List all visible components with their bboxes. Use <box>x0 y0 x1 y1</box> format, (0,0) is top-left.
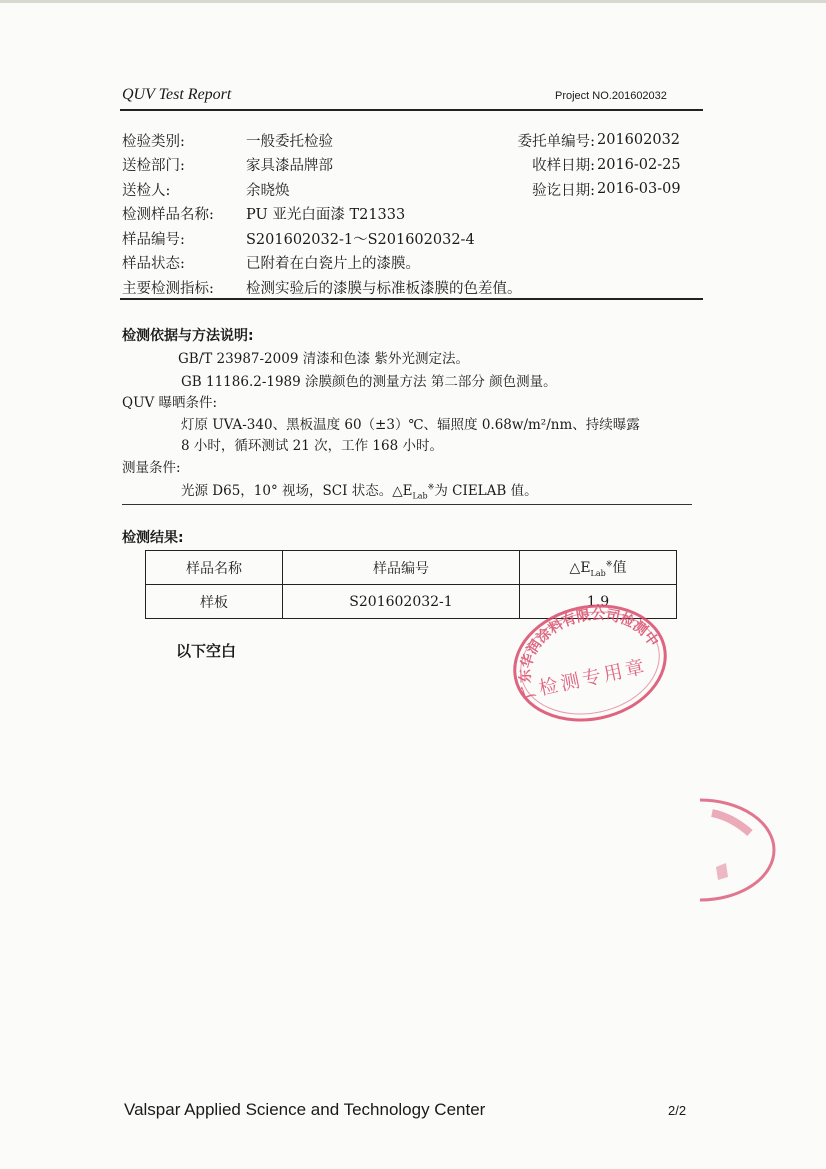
info-right-block <box>495 128 681 202</box>
info-bottom-rule <box>120 298 703 300</box>
quv-conditions-label: QUV 曝晒条件: <box>122 395 218 411</box>
measurement-superscript: ※ <box>427 482 435 492</box>
info-row-received-date <box>495 153 681 178</box>
results-header-row <box>146 551 677 585</box>
quv-conditions-line-1: 灯原 UVA-340、黑板温度 60（±3）℃、辐照度 0.68w/m²/nm、持续曝露 <box>181 417 640 433</box>
delta-e-subscript: Lab <box>590 568 606 578</box>
info-row-order-no <box>495 128 681 153</box>
quv-conditions-line-2: 8 小时，循环测试 21 次，工作 168 小时。 <box>181 438 443 454</box>
report-title: QUV Test Report <box>122 86 232 103</box>
footer-organization: Valspar Applied Science and Technology Center <box>124 1100 486 1119</box>
info-row-completed-date <box>495 177 681 202</box>
method-standard-1: GB/T 23987-2009 清漆和色漆 紫外光测定法。 <box>178 351 469 367</box>
info-value: S201602032-1～S201602032-4 <box>246 231 475 248</box>
info-label: 送检部门: <box>122 158 185 175</box>
footer-page-number: 2/2 <box>668 1103 687 1118</box>
info-label: 主要检测指标: <box>122 280 214 297</box>
cell-sample-id: S201602032-1 <box>283 585 520 619</box>
info-row-submitter <box>122 177 522 202</box>
header-rule <box>120 109 703 111</box>
info-value: 2016-02-25 <box>597 156 681 173</box>
info-label: 送检人: <box>122 182 171 199</box>
info-label: 委托单编号: <box>517 133 595 150</box>
info-label: 验讫日期: <box>532 182 595 199</box>
seal-outer-text: 广东华润涂料有限公司检测中心 <box>517 607 662 701</box>
info-left-block <box>122 128 522 300</box>
info-row-department <box>122 153 522 178</box>
info-row-sample-name <box>122 202 522 227</box>
page-top-edge <box>0 0 826 3</box>
col-sample-name: 样品名称 <box>146 551 283 585</box>
delta-e-symbol: △E <box>569 560 591 577</box>
project-number: Project NO.201602032 <box>555 90 667 102</box>
measurement-subscript: Lab <box>412 491 428 501</box>
info-label: 检验类别: <box>122 133 185 150</box>
info-row-category <box>122 128 522 153</box>
inspection-seal <box>508 598 672 728</box>
info-value: 201602032 <box>597 132 681 149</box>
info-value: PU 亚光白面漆 T21333 <box>246 207 406 224</box>
measurement-text-pre: 光源 D65，10° 视场，SCI 状态。△E <box>181 483 413 499</box>
info-value: 余晓焕 <box>246 182 290 199</box>
info-value: 2016-03-09 <box>597 181 681 198</box>
info-value: 已附着在白瓷片上的漆膜。 <box>246 256 420 273</box>
method-section-title: 检测依据与方法说明: <box>122 328 254 344</box>
info-value: 一般委托检验 <box>246 133 333 150</box>
info-label: 样品状态: <box>122 256 185 273</box>
info-row-sample-state <box>122 251 522 276</box>
seal-inner-text: 检测专用章 <box>537 655 650 700</box>
info-label: 收样日期: <box>532 158 595 175</box>
col-sample-id: 样品编号 <box>283 551 520 585</box>
measurement-label: 测量条件: <box>122 460 181 476</box>
info-row-sample-id <box>122 226 522 251</box>
col-delta-e <box>520 551 677 585</box>
measurement-text-post: 为 CIELAB 值。 <box>434 483 538 499</box>
delta-e-superscript: ※ <box>605 559 613 569</box>
partial-seal-right <box>700 795 780 905</box>
delta-e-value-word: 值 <box>612 560 627 577</box>
info-value: 检测实验后的漆膜与标准板漆膜的色差值。 <box>246 280 522 297</box>
section-divider <box>122 504 692 505</box>
info-value: 家具漆品牌部 <box>246 158 333 175</box>
cell-sample-name: 样板 <box>146 585 283 619</box>
method-standard-2: GB 11186.2-1989 涂膜颜色的测量方法 第二部分 颜色测量。 <box>181 374 557 390</box>
measurement-conditions <box>181 479 538 501</box>
cell-delta-e: 1.9 <box>520 585 677 619</box>
results-section-title: 检测结果: <box>122 530 184 546</box>
blank-below-note: 以下空白 <box>176 642 237 660</box>
info-label: 检测样品名称: <box>122 207 214 224</box>
info-row-main-index <box>122 275 522 300</box>
info-label: 样品编号: <box>122 231 185 248</box>
